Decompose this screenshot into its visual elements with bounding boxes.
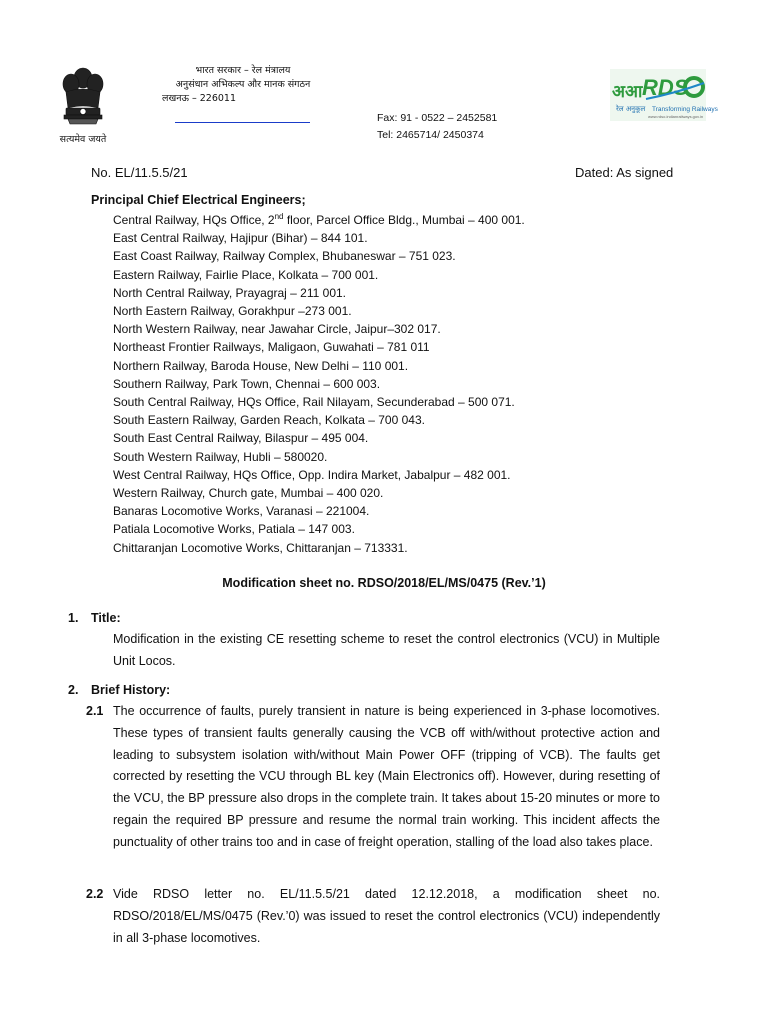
addressee-list — [113, 211, 525, 557]
addressee-item: East Coast Railway, Railway Complex, Bhubaneswar – 751 023. — [113, 249, 456, 264]
section-number: 2. — [68, 683, 79, 697]
addressee-item: North Central Railway, Prayagraj – 211 001. — [113, 285, 347, 300]
addressee-item: South Central Railway, HQs Office, Rail Nilayam, Secunderabad – 500 071. — [113, 395, 515, 410]
addressee-item: South Western Railway, Hubli – 580020. — [113, 449, 328, 464]
lion-capital-icon — [52, 64, 114, 134]
modification-sheet-heading: Modification sheet no. RDSO/2018/EL/MS/0475 (Rev.’1) — [222, 576, 546, 590]
history-paragraph-1: The occurrence of faults, purely transient in nature is being experienced in 3-phase locomotives. These types of transient faults generally causing the VCB off with/without protective action and leading to subsystem isolation with/without Main Power OFF (tripping of VCB). The faults get corrected by resetting the VCU through BL key (Main Electronics off). However, during resetting of the VCU, the BP pressure also drops in the complete train. It takes about 15-20 minutes or more to regain the required BP pressure and resume the normal train working. This incident affects the punctuality of other trains too and in case of freight operation, stalling of the load also takes place. — [113, 704, 660, 849]
section-number: 1. — [68, 611, 79, 625]
addressee-item: Southern Railway, Park Town, Chennai – 600 003. — [113, 376, 381, 391]
emblem-motto: सत्यमेव जयते — [59, 134, 107, 145]
addressee-item: Northeast Frontier Railways, Maligaon, Guwahati – 781 011 — [113, 340, 430, 355]
addressee-item: Patiala Locomotive Works, Patiala – 147 003. — [113, 522, 355, 537]
addressee-item: Western Railway, Church gate, Mumbai – 400 020. — [113, 486, 384, 501]
contact-block — [377, 110, 497, 144]
title-paragraph: Modification in the existing CE resetting scheme to reset the control electronics (VCU) in Multiple Unit Locos. — [113, 632, 660, 668]
header-rule — [175, 122, 310, 123]
subsection-number: 2.1 — [86, 704, 104, 718]
addressee-item: North Eastern Railway, Gorakhpur –273 001. — [113, 304, 352, 319]
addressee-item: South East Central Railway, Bilaspur – 495 004. — [113, 431, 369, 446]
svg-text:RDS: RDS — [642, 75, 689, 100]
hindi-line-organisation: अनुसंधान अभिकल्प और मानक संगठन — [175, 79, 311, 90]
addressee-item: Chittaranjan Locomotive Works, Chittaranjan – 713331. — [113, 540, 408, 555]
svg-text:रेल अनुकूल: रेल अनुकूल — [616, 105, 646, 113]
addressee-item: South Eastern Railway, Garden Reach, Kolkata – 700 043. — [113, 413, 425, 428]
hindi-line-ministry: भारत सरकार – रेल मंत्रालय — [195, 65, 291, 76]
addressee-item: Banaras Locomotive Works, Varanasi – 221004. — [113, 504, 370, 519]
subsection-number: 2.2 — [86, 887, 104, 901]
addressee-item: East Central Railway, Hajipur (Bihar) – 844 101. — [113, 231, 368, 246]
section-heading-history: Brief History: — [91, 683, 171, 697]
dated-label: Dated: As signed — [575, 165, 674, 180]
svg-text:www.rdso.indianrailways.gov.in: www.rdso.indianrailways.gov.in — [648, 114, 704, 119]
addressee-item: Eastern Railway, Fairlie Place, Kolkata – 700 001. — [113, 267, 379, 282]
section-heading-title: Title: — [91, 611, 121, 625]
addressee-item: West Central Railway, HQs Office, Opp. Indira Market, Jabalpur – 482 001. — [113, 467, 511, 482]
fax-number: Fax: 91 - 0522 – 2452581 — [377, 112, 498, 124]
svg-text:Transforming Railways: Transforming Railways — [652, 106, 718, 113]
history-paragraph-2: Vide RDSO letter no. EL/11.5.5/21 dated 12.12.2018, a modification sheet no. RDSO/2018/EL/MS/0475 (Rev.’0) was issued to reset the control electronics (VCU) independently in all 3-phase locomotives. — [113, 887, 660, 945]
addressee-item: Northern Railway, Baroda House, New Delhi – 110 001. — [113, 358, 409, 373]
national-emblem — [52, 64, 114, 148]
addressee-title: Principal Chief Electrical Engineers; — [91, 193, 306, 207]
addressee-item: North Western Railway, near Jawahar Circle, Jaipur–302 017. — [113, 322, 441, 337]
reference-number: No. EL/11.5.5/21 — [91, 165, 188, 180]
hindi-org-name — [148, 64, 338, 106]
tel-number: Tel: 2465714/ 2450374 — [377, 129, 484, 141]
svg-text:अआ: अआ — [612, 82, 643, 102]
addressee-item: Central Railway, HQs Office, 2nd floor, Parcel Office Bldg., Mumbai – 400 001. — [113, 212, 525, 227]
rdso-logo — [606, 63, 718, 127]
hindi-line-city: लखनऊ – 226011 — [162, 93, 236, 104]
